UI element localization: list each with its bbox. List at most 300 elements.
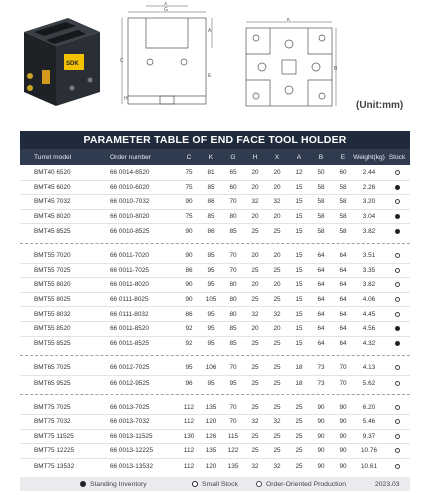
cell-stock xyxy=(384,322,410,336)
cell-stock xyxy=(384,210,410,224)
cell-b: 90 xyxy=(317,418,325,426)
table-row xyxy=(20,415,410,430)
cell-k: 85 xyxy=(207,213,215,221)
cell-order: 66 0013-13532 xyxy=(110,462,153,470)
cell-e: 90 xyxy=(339,447,347,455)
cell-c: 90 xyxy=(185,281,193,289)
column-header-weight: Weight(kg) xyxy=(353,153,385,161)
cell-b: 90 xyxy=(317,403,325,411)
cell-k: 95 xyxy=(207,379,215,387)
dim-c-label: C xyxy=(120,58,124,64)
table-row xyxy=(20,307,410,322)
cell-a: 15 xyxy=(295,340,303,348)
cell-k: 85 xyxy=(207,183,215,191)
filled-dot-icon xyxy=(395,229,400,234)
cell-e: 64 xyxy=(339,252,347,260)
filled-dot-icon xyxy=(395,185,400,190)
cell-weight: 5.46 xyxy=(362,418,376,426)
cell-weight: 3.82 xyxy=(362,228,376,236)
hollow-dot-icon xyxy=(395,282,400,287)
cell-h: 20 xyxy=(251,213,259,221)
cell-stock xyxy=(384,278,410,292)
column-header-b: B xyxy=(318,153,324,161)
cell-stock xyxy=(384,264,410,278)
cell-k: 120 xyxy=(205,418,217,426)
cell-order: 66 0012-9525 xyxy=(110,379,150,387)
table-row xyxy=(20,249,410,264)
cell-stock xyxy=(384,337,410,352)
cell-stock xyxy=(384,249,410,263)
table-row xyxy=(20,293,410,308)
cell-model: BMT45 6020 xyxy=(34,183,71,191)
cell-x: 20 xyxy=(273,169,281,177)
cell-c: 75 xyxy=(185,169,193,177)
cell-order: 66 0012-7025 xyxy=(110,364,150,372)
cell-order: 66 0013-12225 xyxy=(110,447,153,455)
cell-c: 112 xyxy=(183,447,195,455)
cell-k: 95 xyxy=(207,252,215,260)
cell-x: 20 xyxy=(273,325,281,333)
cell-x: 20 xyxy=(273,183,281,191)
cell-e: 64 xyxy=(339,325,347,333)
cell-stock xyxy=(384,444,410,458)
table-header xyxy=(20,149,410,165)
table-row xyxy=(20,181,410,196)
cell-stock xyxy=(384,195,410,209)
filled-dot-icon xyxy=(395,326,400,331)
cell-b: 90 xyxy=(317,462,325,470)
hollow-dot-icon xyxy=(395,199,400,204)
cell-order: 66 0011-8520 xyxy=(110,325,149,333)
cell-a: 18 xyxy=(295,379,303,387)
cell-h: 25 xyxy=(251,447,259,455)
cell-b: 58 xyxy=(317,198,325,206)
hollow-dot-icon xyxy=(395,405,400,410)
cell-g: 70 xyxy=(229,266,237,274)
cell-h: 25 xyxy=(251,432,259,440)
cell-model: BMT55 7025 xyxy=(34,266,71,274)
cell-weight: 3.20 xyxy=(362,198,376,206)
cell-g: 115 xyxy=(227,432,239,440)
cell-model: BMT55 8520 xyxy=(34,325,71,333)
table-group xyxy=(20,249,410,351)
cell-e: 64 xyxy=(339,281,347,289)
cell-k: 95 xyxy=(207,310,215,318)
table-row xyxy=(20,264,410,279)
cell-weight: 2.44 xyxy=(362,169,376,177)
hollow-dot-icon xyxy=(395,170,400,175)
cell-weight: 4.13 xyxy=(362,364,376,372)
cell-h: 32 xyxy=(251,462,259,470)
cell-k: 95 xyxy=(207,266,215,274)
table-row xyxy=(20,444,410,459)
hollow-dot-icon xyxy=(395,381,400,386)
cell-h: 25 xyxy=(251,403,259,411)
cell-k: 106 xyxy=(205,364,217,372)
stock-legend xyxy=(20,477,410,491)
cell-stock xyxy=(384,376,410,391)
cell-k: 81 xyxy=(207,169,215,177)
cell-c: 90 xyxy=(185,228,193,236)
cell-b: 73 xyxy=(317,379,325,387)
column-header-h: H xyxy=(252,153,258,161)
cell-e: 90 xyxy=(339,403,347,411)
table-group xyxy=(20,166,410,239)
cell-weight: 10.76 xyxy=(361,447,377,455)
column-header-c: C xyxy=(186,153,192,161)
table-row xyxy=(20,210,410,225)
cell-g: 85 xyxy=(229,228,237,236)
cell-x: 25 xyxy=(273,403,281,411)
cell-order: 66 0013-7025 xyxy=(110,403,150,411)
cell-b: 50 xyxy=(317,169,325,177)
group-divider xyxy=(20,355,410,356)
cell-e: 64 xyxy=(339,266,347,274)
cell-a: 25 xyxy=(295,403,303,411)
cell-a: 25 xyxy=(295,447,303,455)
dim-g-label: G xyxy=(164,7,168,13)
cell-k: 86 xyxy=(207,198,215,206)
cell-x: 32 xyxy=(273,310,281,318)
cell-a: 15 xyxy=(295,213,303,221)
cell-stock xyxy=(384,166,410,180)
cell-h: 32 xyxy=(251,418,259,426)
cell-a: 15 xyxy=(295,198,303,206)
cell-a: 15 xyxy=(295,310,303,318)
cell-a: 15 xyxy=(295,252,303,260)
cell-x: 32 xyxy=(273,418,281,426)
cell-stock xyxy=(384,307,410,321)
cell-x: 25 xyxy=(273,432,281,440)
cell-c: 92 xyxy=(185,340,193,348)
column-header-order: Order number xyxy=(110,153,152,161)
cell-h: 25 xyxy=(251,379,259,387)
cell-g: 70 xyxy=(229,252,237,260)
table-row xyxy=(20,195,410,210)
cell-model: BMT65 9525 xyxy=(34,379,71,387)
dim-e-label: E xyxy=(208,73,212,79)
cell-h: 20 xyxy=(251,169,259,177)
cell-x: 25 xyxy=(273,296,281,304)
cell-b: 64 xyxy=(317,266,325,274)
group-divider xyxy=(20,243,410,244)
cell-a: 12 xyxy=(295,169,303,177)
cell-order: 66 0011-8020 xyxy=(110,281,149,289)
cell-model: BMT75 7032 xyxy=(34,418,71,426)
cell-e: 58 xyxy=(339,213,347,221)
table-row xyxy=(20,337,410,352)
cell-b: 64 xyxy=(317,296,325,304)
hollow-dot-icon xyxy=(395,268,400,273)
cell-b: 64 xyxy=(317,310,325,318)
cell-h: 25 xyxy=(251,340,259,348)
cell-x: 20 xyxy=(273,252,281,260)
cell-e: 58 xyxy=(339,198,347,206)
cell-order: 66 0013-7032 xyxy=(110,418,150,426)
hollow-dot-icon xyxy=(395,253,400,258)
cell-model: BMT40 6520 xyxy=(34,169,71,177)
column-header-stock: Stock xyxy=(388,153,406,161)
cell-g: 70 xyxy=(229,418,237,426)
cell-x: 25 xyxy=(273,447,281,455)
cell-k: 135 xyxy=(205,447,217,455)
cell-order: 66 0014-6520 xyxy=(110,169,150,177)
cell-x: 32 xyxy=(273,462,281,470)
cell-e: 64 xyxy=(339,340,347,348)
cell-order: 66 0111-8025 xyxy=(110,296,149,304)
cell-a: 15 xyxy=(295,296,303,304)
cell-model: BMT55 8025 xyxy=(34,296,71,304)
legend-year: 2023.03 xyxy=(375,480,400,488)
cell-h: 25 xyxy=(251,228,259,236)
cell-model: BMT55 7020 xyxy=(34,252,71,260)
cell-x: 20 xyxy=(273,281,281,289)
cell-a: 15 xyxy=(295,281,303,289)
cell-g: 122 xyxy=(227,447,239,455)
hollow-dot-icon xyxy=(395,297,400,302)
cell-a: 15 xyxy=(295,325,303,333)
cell-e: 90 xyxy=(339,462,347,470)
cell-a: 18 xyxy=(295,364,303,372)
cell-model: BMT55 8032 xyxy=(34,310,71,318)
table-row xyxy=(20,400,410,415)
cell-weight: 9.37 xyxy=(362,432,376,440)
cell-k: 95 xyxy=(207,281,215,289)
cell-model: BMT75 12225 xyxy=(34,447,75,455)
hollow-dot-icon xyxy=(395,434,400,439)
cell-c: 86 xyxy=(185,266,193,274)
group-divider xyxy=(20,394,410,395)
cell-c: 112 xyxy=(183,418,195,426)
cell-h: 25 xyxy=(251,296,259,304)
cell-k: 105 xyxy=(205,296,217,304)
table-row xyxy=(20,376,410,391)
table-row xyxy=(20,430,410,445)
cell-a: 15 xyxy=(295,183,303,191)
cell-e: 58 xyxy=(339,228,347,236)
cell-model: BMT55 8020 xyxy=(34,281,71,289)
cell-c: 90 xyxy=(185,198,193,206)
table-group xyxy=(20,400,410,473)
legend-order-oriented: Order-Oriented Production xyxy=(266,480,347,488)
dim-h-label: H xyxy=(124,96,128,102)
table-row xyxy=(20,459,410,474)
cell-b: 73 xyxy=(317,364,325,372)
ringed-dot-icon xyxy=(192,481,198,487)
cell-stock xyxy=(384,459,410,474)
table-row xyxy=(20,278,410,293)
cell-h: 32 xyxy=(251,198,259,206)
cell-weight: 3.35 xyxy=(362,266,376,274)
hollow-dot-icon xyxy=(256,481,262,487)
cell-stock xyxy=(384,400,410,414)
column-header-x: X xyxy=(274,153,280,161)
cell-c: 90 xyxy=(185,252,193,260)
table-title: PARAMETER TABLE OF END FACE TOOL HOLDER xyxy=(20,131,410,149)
cell-g: 135 xyxy=(227,462,239,470)
column-header-g: G xyxy=(230,153,236,161)
cell-b: 64 xyxy=(317,325,325,333)
cell-b: 64 xyxy=(317,340,325,348)
cell-weight: 6.20 xyxy=(362,403,376,411)
cell-c: 96 xyxy=(185,379,193,387)
cell-g: 80 xyxy=(229,281,237,289)
column-header-e: E xyxy=(340,153,346,161)
cell-x: 25 xyxy=(273,340,281,348)
hollow-dot-icon xyxy=(395,419,400,424)
filled-dot-icon xyxy=(80,481,86,487)
cell-weight: 3.04 xyxy=(362,213,376,221)
cell-k: 120 xyxy=(205,462,217,470)
cell-c: 130 xyxy=(183,432,195,440)
cell-weight: 4.32 xyxy=(362,340,376,348)
cell-c: 95 xyxy=(185,364,193,372)
product-header xyxy=(0,0,432,126)
cell-c: 75 xyxy=(185,213,193,221)
cell-e: 70 xyxy=(339,379,347,387)
hollow-dot-icon xyxy=(395,312,400,317)
cell-g: 85 xyxy=(229,325,237,333)
cell-b: 58 xyxy=(317,228,325,236)
cell-g: 80 xyxy=(229,213,237,221)
hollow-dot-icon xyxy=(395,448,400,453)
cell-weight: 3.82 xyxy=(362,281,376,289)
cell-c: 75 xyxy=(185,183,193,191)
cell-order: 66 0010-8525 xyxy=(110,228,150,236)
cell-c: 112 xyxy=(183,403,195,411)
hollow-dot-icon xyxy=(395,365,400,370)
cell-stock xyxy=(384,224,410,239)
cell-x: 32 xyxy=(273,198,281,206)
cell-weight: 4.56 xyxy=(362,325,376,333)
cell-a: 25 xyxy=(295,432,303,440)
cell-stock xyxy=(384,430,410,444)
cell-c: 112 xyxy=(183,462,195,470)
column-header-k: K xyxy=(208,153,214,161)
filled-dot-icon xyxy=(395,341,400,346)
column-header-model: Turret model xyxy=(34,153,72,161)
table-row xyxy=(20,322,410,337)
cell-weight: 4.45 xyxy=(362,310,376,318)
cell-h: 20 xyxy=(251,252,259,260)
unit-label: (Unit:mm) xyxy=(356,100,404,111)
cell-h: 20 xyxy=(251,183,259,191)
cell-b: 64 xyxy=(317,281,325,289)
cell-weight: 10.61 xyxy=(361,462,377,470)
cell-b: 64 xyxy=(317,252,325,260)
cell-e: 58 xyxy=(339,183,347,191)
cell-g: 65 xyxy=(229,169,237,177)
table-row xyxy=(20,361,410,376)
cell-k: 86 xyxy=(207,228,215,236)
cell-model: BMT45 8020 xyxy=(34,213,71,221)
table-row xyxy=(20,224,410,239)
cell-e: 60 xyxy=(339,169,347,177)
cell-k: 135 xyxy=(205,403,217,411)
cell-a: 25 xyxy=(295,462,303,470)
cell-h: 25 xyxy=(251,266,259,274)
cell-model: BMT75 13532 xyxy=(34,462,75,470)
side-view-drawing xyxy=(236,18,340,110)
cell-h: 32 xyxy=(251,310,259,318)
cell-a: 25 xyxy=(295,418,303,426)
cell-g: 60 xyxy=(229,183,237,191)
cell-c: 86 xyxy=(185,310,193,318)
cell-h: 25 xyxy=(251,364,259,372)
cell-stock xyxy=(384,293,410,307)
cell-order: 66 0010-7032 xyxy=(110,198,150,206)
cell-model: BMT75 11525 xyxy=(34,432,74,440)
cell-x: 25 xyxy=(273,266,281,274)
legend-small: Small Stock xyxy=(202,480,238,488)
cell-e: 90 xyxy=(339,432,347,440)
cell-order: 66 0011-7020 xyxy=(110,252,149,260)
cell-order: 66 0011-8525 xyxy=(110,340,149,348)
column-header-a: A xyxy=(296,153,302,161)
cell-g: 70 xyxy=(229,364,237,372)
cell-b: 90 xyxy=(317,447,325,455)
cell-order: 66 0013-11525 xyxy=(110,432,153,440)
cell-k: 126 xyxy=(205,432,217,440)
cell-g: 70 xyxy=(229,198,237,206)
cell-c: 90 xyxy=(185,296,193,304)
cell-b: 58 xyxy=(317,183,325,191)
cell-a: 15 xyxy=(295,266,303,274)
cell-order: 66 0111-8032 xyxy=(110,310,149,318)
cell-b: 58 xyxy=(317,213,325,221)
cell-g: 80 xyxy=(229,296,237,304)
dim-a-label: A xyxy=(208,28,212,34)
front-view-drawing xyxy=(120,2,216,112)
cell-g: 95 xyxy=(229,379,237,387)
cell-x: 25 xyxy=(273,364,281,372)
cell-h: 20 xyxy=(251,281,259,289)
cell-e: 64 xyxy=(339,310,347,318)
cell-h: 20 xyxy=(251,325,259,333)
table-row xyxy=(20,166,410,181)
cell-e: 90 xyxy=(339,418,347,426)
cell-stock xyxy=(384,181,410,195)
cell-stock xyxy=(384,415,410,429)
cell-x: 25 xyxy=(273,228,281,236)
cell-model: BMT55 8525 xyxy=(34,340,71,348)
table-group xyxy=(20,361,410,390)
cell-model: BMT45 8525 xyxy=(34,228,71,236)
cell-model: BMT45 7032 xyxy=(34,198,71,206)
cell-order: 66 0011-7025 xyxy=(110,266,149,274)
filled-dot-icon xyxy=(395,214,400,219)
cell-k: 95 xyxy=(207,340,215,348)
legend-standing: Standing Inventory xyxy=(90,480,147,488)
cell-c: 92 xyxy=(185,325,193,333)
cell-order: 66 0010-8020 xyxy=(110,213,150,221)
cell-weight: 2.26 xyxy=(362,183,376,191)
dim-b-label: B xyxy=(334,66,338,72)
cell-b: 90 xyxy=(317,432,325,440)
cell-a: 15 xyxy=(295,228,303,236)
cell-stock xyxy=(384,361,410,375)
cell-g: 80 xyxy=(229,310,237,318)
cell-e: 70 xyxy=(339,364,347,372)
cell-weight: 4.06 xyxy=(362,296,376,304)
cell-weight: 5.62 xyxy=(362,379,376,387)
dim-k-label: K xyxy=(287,18,291,23)
hollow-dot-icon xyxy=(395,464,400,469)
cell-e: 64 xyxy=(339,296,347,304)
cell-x: 25 xyxy=(273,379,281,387)
brand-label: SDK xyxy=(66,61,79,67)
tool-holder-photo xyxy=(16,10,108,110)
